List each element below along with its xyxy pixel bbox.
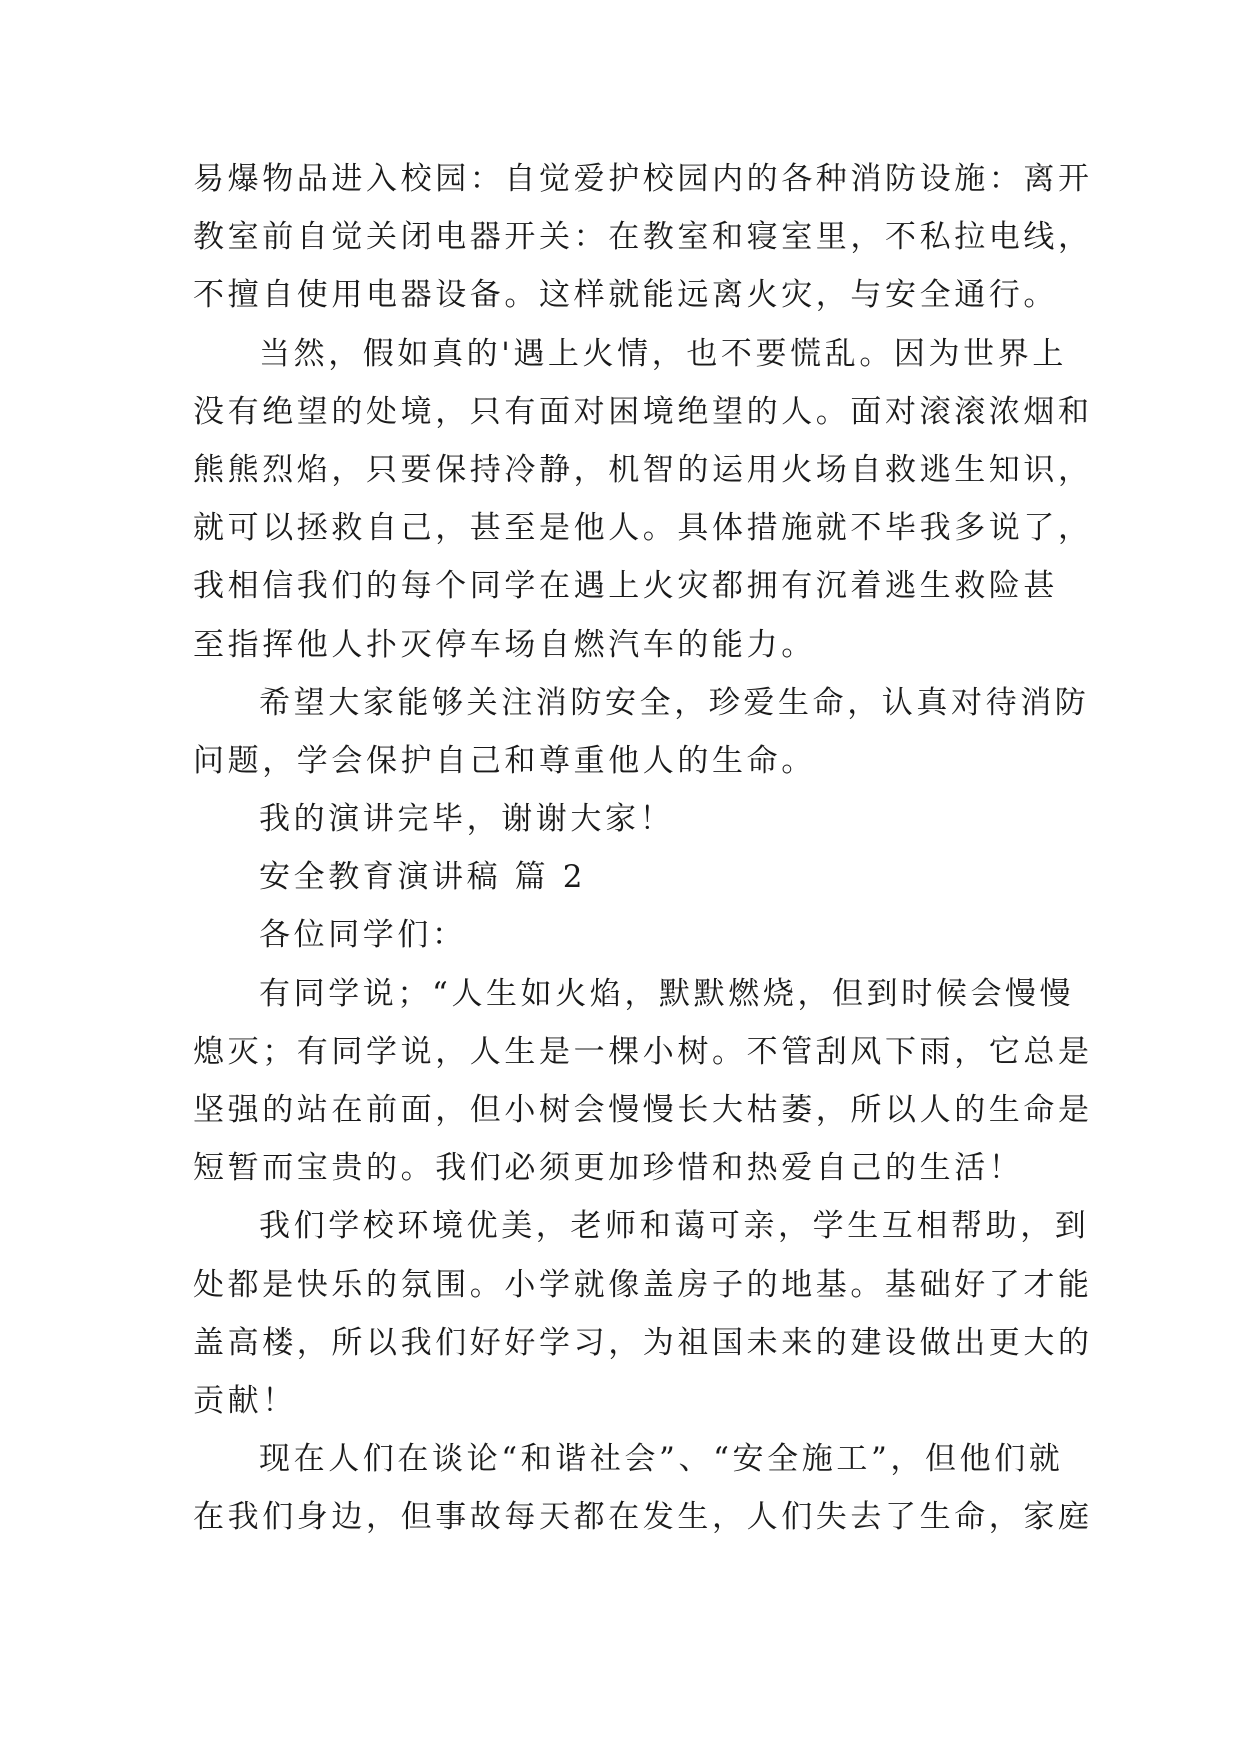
text-line: 我相信我们的每个同学在遇上火灾都拥有沉着逃生救险甚 <box>193 568 1058 605</box>
text-line: 短暂而宝贵的。我们必须更加珍惜和热爱自己的生活！ <box>193 1150 1024 1187</box>
text-line: 我的演讲完毕，谢谢大家！ <box>259 801 675 838</box>
text-line: 处都是快乐的氛围。小学就像盖房子的地基。基础好了才能 <box>193 1266 1093 1303</box>
text-line: 盖高楼，所以我们好好学习，为祖国未来的建设做出更大的 <box>193 1324 1093 1361</box>
text-line: 各位同学们： <box>259 917 467 954</box>
text-line: 现在人们在谈论“和谐社会”、“安全施工”，但他们就 <box>259 1441 1064 1478</box>
document-body <box>193 150 1093 1547</box>
text-line: 熄灭；有同学说，人生是一棵小树。不管刮风下雨，它总是 <box>193 1033 1093 1070</box>
text-line: 不擅自使用电器设备。这样就能远离火灾，与安全通行。 <box>193 277 1058 314</box>
text-line: 当然，假如真的'遇上火情，也不要慌乱。因为世界上 <box>259 335 1067 372</box>
text-line: 易爆物品进入校园：自觉爱护校园内的各种消防设施：离开 <box>193 161 1093 197</box>
text-line: 没有绝望的处境，只有面对困境绝望的人。面对滚滚浓烟和 <box>193 393 1093 430</box>
text-line: 有同学说；“人生如火焰，默默燃烧，但到时候会慢慢 <box>259 975 1075 1012</box>
text-line: 教室前自觉关闭电器开关：在教室和寝室里，不私拉电线， <box>193 219 1093 256</box>
text-line: 坚强的站在前面，但小树会慢慢长大枯萎，所以人的生命是 <box>193 1092 1093 1128</box>
text-line: 熊熊烈焰，只要保持冷静，机智的运用火场自救逃生知识， <box>193 451 1093 488</box>
text-line: 我们学校环境优美，老师和蔼可亲，学生互相帮助，到 <box>259 1208 1090 1245</box>
text-line: 希望大家能够关注消防安全，珍爱生命，认真对待消防 <box>259 684 1090 721</box>
text-line: 贡献！ <box>193 1382 297 1419</box>
text-line: 至指挥他人扑灭停车场自燃汽车的能力。 <box>193 626 816 663</box>
section-heading: 安全教育演讲稿 篇 2 <box>259 859 587 896</box>
text-line: 在我们身边，但事故每天都在发生，人们失去了生命，家庭 <box>193 1499 1093 1536</box>
text-line: 就可以拯救自己，甚至是他人。具体措施就不毕我多说了， <box>193 510 1093 547</box>
text-line: 问题，学会保护自己和尊重他人的生命。 <box>193 742 816 779</box>
